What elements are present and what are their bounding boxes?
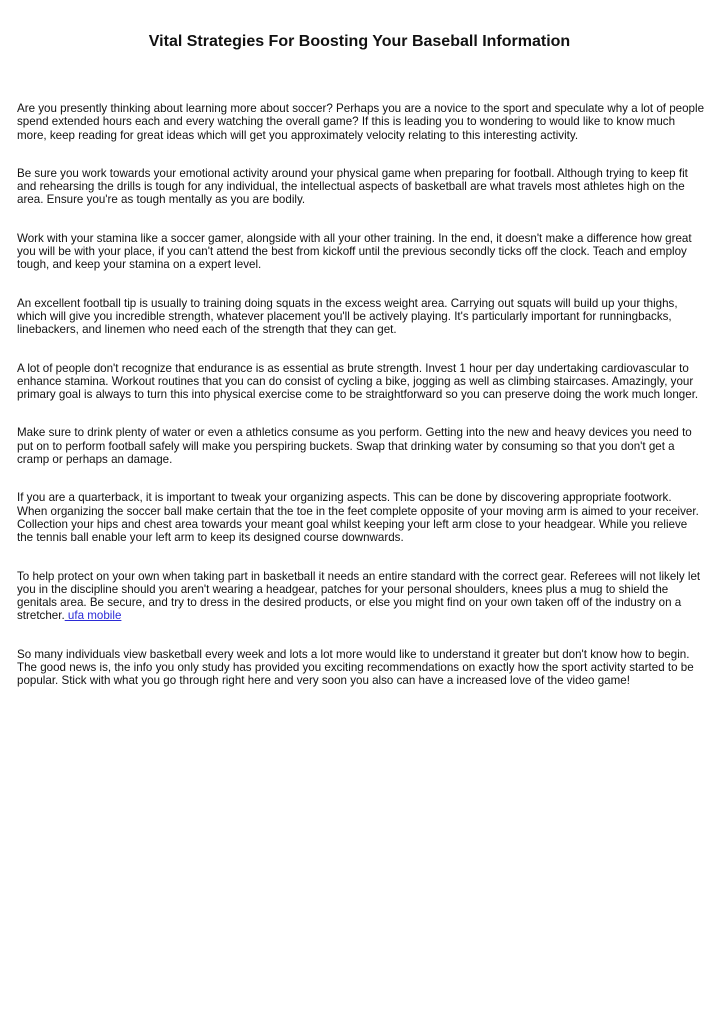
- paragraph-8-text: To help protect on your own when taking part in basketball it needs an entire standard with the correct gear. Referees will not likely let you in the discipline should you aren't wearing a headgear, patches for your personal shoulders, knees plus a mug to shield the genitals area. Be secure, and try to dress in the desired products, or else you might find on your own taken off of the industry on a stretcher.: [17, 569, 701, 623]
- paragraph-4: An excellent football tip is usually to training doing squats in the excess weight area. Carrying out squats will build up your thighs, which will give you incredible strength, whatever placement you'll be actively playing. It's particularly important for runningbacks, linebackers, and linemen who need each of the strength that they can get.: [17, 296, 678, 337]
- paragraph-3: Work with your stamina like a soccer gamer, alongside with all your other training. In the end, it doesn't make a difference how great you will be with your place, if you can't attend the best from kickoff until the previous secondly ticks off the clock. Teach and employ tough, and keep your stamina on a expert level.: [17, 231, 692, 272]
- paragraph-7: If you are a quarterback, it is important to tweak your organizing aspects. This can be done by discovering appropriate footwork. When organizing the soccer ball make certain that the toe in the feet complete opposite of your moving arm is aimed to your receiver. Collection your hips and chest area towards your meant goal whilst keeping your left arm close to your headgear. While you relieve the tennis ball enable your left arm to keep its designed course downwards.: [17, 491, 699, 545]
- paragraph-9: So many individuals view basketball every week and lots a lot more would like to understand it greater but don't know how to begin. The good news is, the info you only study has provided you exciting recommendations on exactly how the sport activity started to be popular. Stick with what you go through right here and very soon you also can have a increased love of the video game!: [17, 647, 694, 688]
- document-title: Vital Strategies For Boosting Your Baseball Information: [148, 33, 571, 50]
- paragraph-5: A lot of people don't recognize that endurance is as essential as brute strength. Invest 1 hour per day undertaking cardiovascular to enhance stamina. Workout routines that you can do consist of cycling a bike, jogging as well as climbing staircases. Amazingly, your primary goal is always to turn this into physical exercise come to be straightforward so you can preserve doing the work much longer.: [17, 361, 699, 402]
- paragraph-1: Are you presently thinking about learning more about soccer? Perhaps you are a novice to the sport and speculate why a lot of people spend extended hours each and every watching the overall game? If this is leading you to wondering to would like to know much more, keep reading for great ideas which will get you approximately velocity relating to this interesting activity.: [17, 102, 705, 142]
- paragraph-6: Make sure to drink plenty of water or even a athletics consume as you perform. Getting into the new and heavy devices you need to put on to perform football safely will make you perspiring buckets. Swap that drinking water by consuming so that you don't get a cramp or perhaps an damage.: [17, 426, 692, 467]
- paragraph-8: [17, 570, 705, 623]
- paragraph-2: Be sure you work towards your emotional activity around your physical game when preparing for football. Although trying to keep fit and rehearsing the drills is tough for any individual, the intellectual aspects of basketball are what travels most athletes high on the area. Ensure you're as tough mentally as you are bodily.: [17, 166, 688, 207]
- ufa-mobile-link[interactable]: ufa mobile: [64, 609, 122, 623]
- document-body: [17, 102, 705, 713]
